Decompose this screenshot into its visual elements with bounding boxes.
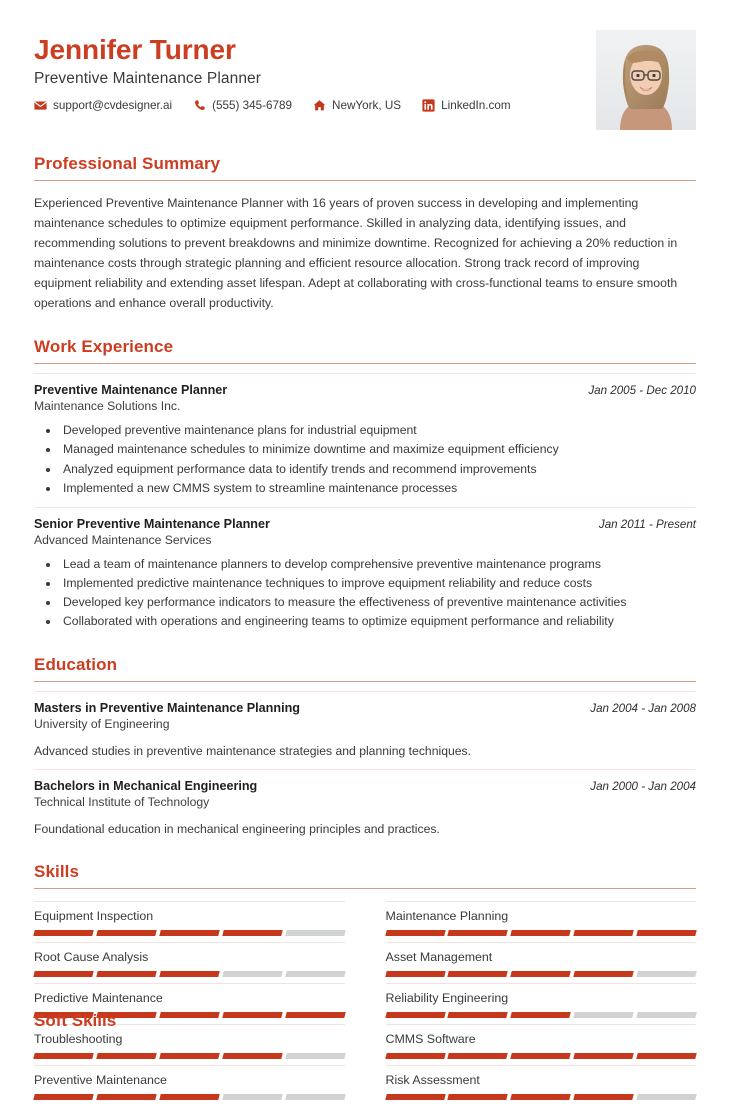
skill-name: Reliability Engineering xyxy=(385,991,509,1006)
education-entry xyxy=(34,691,696,760)
skill-level-segment xyxy=(573,971,633,977)
experience-company: Maintenance Solutions Inc. xyxy=(34,399,181,414)
section-title-skills: Skills xyxy=(34,862,80,882)
section-divider xyxy=(34,180,696,181)
skill-level-bar xyxy=(34,1094,345,1100)
contact-email[interactable] xyxy=(34,99,172,112)
section-title-soft-skills: Soft Skills xyxy=(34,1011,117,1030)
list-item: • Collaborated with operations and engineering teams to optimize equipment performance and reliability xyxy=(60,612,696,631)
skill-level-segment xyxy=(573,1012,633,1018)
skill-level-bar xyxy=(386,1053,697,1059)
list-item: • Implemented a new CMMS system to streamline maintenance processes xyxy=(60,479,696,498)
skill-name: Risk Assessment xyxy=(385,1073,480,1088)
experience-company: Advanced Maintenance Services xyxy=(34,532,212,547)
contact-linkedin-text: LinkedIn.com xyxy=(441,99,511,113)
home-icon xyxy=(313,99,326,112)
skill-level-bar xyxy=(386,971,697,977)
skill-level-segment xyxy=(222,1012,282,1018)
contact-phone[interactable] xyxy=(193,99,292,112)
contact-location[interactable] xyxy=(313,99,401,112)
education-school: Technical Institute of Technology xyxy=(34,794,210,809)
experience-dates: Jan 2005 - Dec 2010 xyxy=(588,384,696,398)
skill-item xyxy=(34,901,345,942)
skill-name: Asset Management xyxy=(385,950,493,965)
skill-level-bar xyxy=(386,930,697,936)
education-school: University of Engineering xyxy=(34,716,170,731)
skill-level-segment xyxy=(511,1094,571,1100)
skill-name: Predictive Maintenance xyxy=(34,991,163,1006)
summary-text: Experienced Preventive Maintenance Planner with 16 years of proven success in developing and implementing maintenance schedules to optimize equipment performance. Skilled in analyzing data, identifying issues, and recommending solutions to prevent breakdowns and minimize downtime. Recognized for achieving a 20% reduction in maintenance costs through strategic planning and efficient resource allocation. Strong track record of improving equipment reliability and extending asset lifespan. Adept at collaborating with cross-functional teams to ensure smooth operations and enhance overall productivity. xyxy=(34,196,678,310)
section-skills xyxy=(34,862,696,1106)
skill-level-segment xyxy=(385,971,445,977)
education-dates: Jan 2000 - Jan 2004 xyxy=(590,779,696,793)
experience-entry-head xyxy=(34,517,696,531)
skill-level-segment xyxy=(96,930,156,936)
skill-level-segment xyxy=(636,930,696,936)
education-description: Foundational education in mechanical engineering principles and practices. xyxy=(34,821,440,836)
skill-item xyxy=(34,942,345,983)
list-item: • Analyzed equipment performance data to identify trends and recommend improvements xyxy=(60,460,696,479)
skill-item xyxy=(386,983,697,1024)
skill-level-segment xyxy=(636,1012,696,1018)
skill-level-segment xyxy=(96,971,156,977)
section-divider xyxy=(34,681,696,682)
skill-item xyxy=(34,1065,345,1106)
experience-dates: Jan 2011 - Present xyxy=(598,517,696,531)
skill-level-segment xyxy=(511,971,571,977)
skill-item xyxy=(386,942,697,983)
skill-level-segment xyxy=(511,930,571,936)
skill-level-bar xyxy=(34,930,345,936)
skill-item xyxy=(386,901,697,942)
list-item: • Implemented predictive maintenance techniques to improve equipment reliability and reduce costs xyxy=(60,574,696,593)
skill-level-bar xyxy=(34,971,345,977)
skill-name: Equipment Inspection xyxy=(34,909,154,924)
education-entry xyxy=(34,769,696,838)
avatar xyxy=(596,30,696,130)
skill-name: Troubleshooting xyxy=(34,1032,123,1047)
skill-level-segment xyxy=(385,1053,445,1059)
education-description: Advanced studies in preventive maintenance strategies and planning techniques. xyxy=(34,743,472,758)
contact-row xyxy=(34,99,596,112)
list-item: • Managed maintenance schedules to minimize downtime and maximize equipment efficiency xyxy=(60,440,696,459)
skill-level-segment xyxy=(448,1012,508,1018)
education-dates: Jan 2004 - Jan 2008 xyxy=(590,701,696,715)
skill-level-segment xyxy=(573,1053,633,1059)
experience-role: Preventive Maintenance Planner xyxy=(34,383,228,398)
page-title: Jennifer Turner xyxy=(34,34,236,65)
education-degree: Bachelors in Mechanical Engineering xyxy=(34,778,258,793)
skill-level-segment xyxy=(448,930,508,936)
skill-level-bar xyxy=(386,1094,697,1100)
skill-level-segment xyxy=(33,971,93,977)
skill-level-segment xyxy=(448,971,508,977)
skill-item xyxy=(386,1065,697,1106)
skill-level-segment xyxy=(159,1012,219,1018)
skill-name: Maintenance Planning xyxy=(385,909,509,924)
skill-level-segment xyxy=(285,1053,345,1059)
skill-level-segment xyxy=(159,1094,219,1100)
resume-header xyxy=(34,0,696,130)
skill-level-segment xyxy=(385,930,445,936)
experience-role: Senior Preventive Maintenance Planner xyxy=(34,516,270,531)
list-item: • Lead a team of maintenance planners to develop comprehensive preventive maintenance programs xyxy=(60,555,696,574)
skill-level-segment xyxy=(511,1012,571,1018)
skill-level-segment xyxy=(573,930,633,936)
skill-name: Preventive Maintenance xyxy=(34,1073,167,1088)
experience-bullets xyxy=(34,421,696,497)
skill-level-segment xyxy=(448,1053,508,1059)
skill-level-segment xyxy=(222,1053,282,1059)
list-item: • Developed preventive maintenance plans for industrial equipment xyxy=(60,421,696,440)
envelope-icon xyxy=(34,99,47,112)
skill-level-segment xyxy=(385,1094,445,1100)
skill-level-segment xyxy=(33,1053,93,1059)
phone-icon xyxy=(193,99,206,112)
skill-level-segment xyxy=(285,1094,345,1100)
skill-level-segment xyxy=(385,1012,445,1018)
skill-level-segment xyxy=(33,930,93,936)
section-professional-summary xyxy=(34,154,696,313)
education-entry-head xyxy=(34,701,696,715)
section-divider xyxy=(34,363,696,364)
skill-level-segment xyxy=(222,930,282,936)
section-divider xyxy=(34,888,696,889)
skill-level-segment xyxy=(636,1053,696,1059)
linkedin-icon xyxy=(422,99,435,112)
skill-level-bar xyxy=(34,1053,345,1059)
skill-level-segment xyxy=(159,930,219,936)
skill-name: CMMS Software xyxy=(385,1032,476,1047)
skill-level-segment xyxy=(159,1053,219,1059)
contact-email-text: support@cvdesigner.ai xyxy=(53,99,173,113)
experience-bullets xyxy=(34,555,696,631)
skill-level-segment xyxy=(573,1094,633,1100)
contact-location-text: NewYork, US xyxy=(332,99,402,113)
section-education xyxy=(34,655,696,839)
job-title: Preventive Maintenance Planner xyxy=(34,70,262,88)
skill-level-bar xyxy=(386,1012,697,1018)
skill-level-segment xyxy=(285,930,345,936)
skill-level-segment xyxy=(222,971,282,977)
education-degree: Masters in Preventive Maintenance Planning xyxy=(34,700,300,715)
list-item: • Developed key performance indicators to measure the effectiveness of preventive maintenance activities xyxy=(60,593,696,612)
skill-level-segment xyxy=(511,1053,571,1059)
skill-level-segment xyxy=(33,1094,93,1100)
skills-grid xyxy=(34,901,696,1106)
header-text-block xyxy=(34,30,596,112)
skill-item xyxy=(386,1024,697,1065)
skill-level-segment xyxy=(448,1094,508,1100)
education-entry-head xyxy=(34,779,696,793)
experience-entry-head xyxy=(34,383,696,397)
section-work-experience xyxy=(34,337,696,630)
section-title-summary: Professional Summary xyxy=(34,154,221,173)
skill-level-segment xyxy=(96,1053,156,1059)
experience-entry xyxy=(34,373,696,497)
skill-level-segment xyxy=(285,971,345,977)
experience-entry xyxy=(34,507,696,631)
section-title-education: Education xyxy=(34,654,118,674)
skill-level-segment xyxy=(636,971,696,977)
skill-level-segment xyxy=(636,1094,696,1100)
section-title-experience: Work Experience xyxy=(34,337,174,357)
skill-level-segment xyxy=(285,1012,345,1018)
contact-phone-text: (555) 345-6789 xyxy=(212,99,293,113)
skill-name: Root Cause Analysis xyxy=(34,950,149,965)
skill-level-segment xyxy=(222,1094,282,1100)
skill-level-segment xyxy=(159,971,219,977)
skill-level-segment xyxy=(96,1094,156,1100)
contact-linkedin[interactable] xyxy=(422,99,511,112)
